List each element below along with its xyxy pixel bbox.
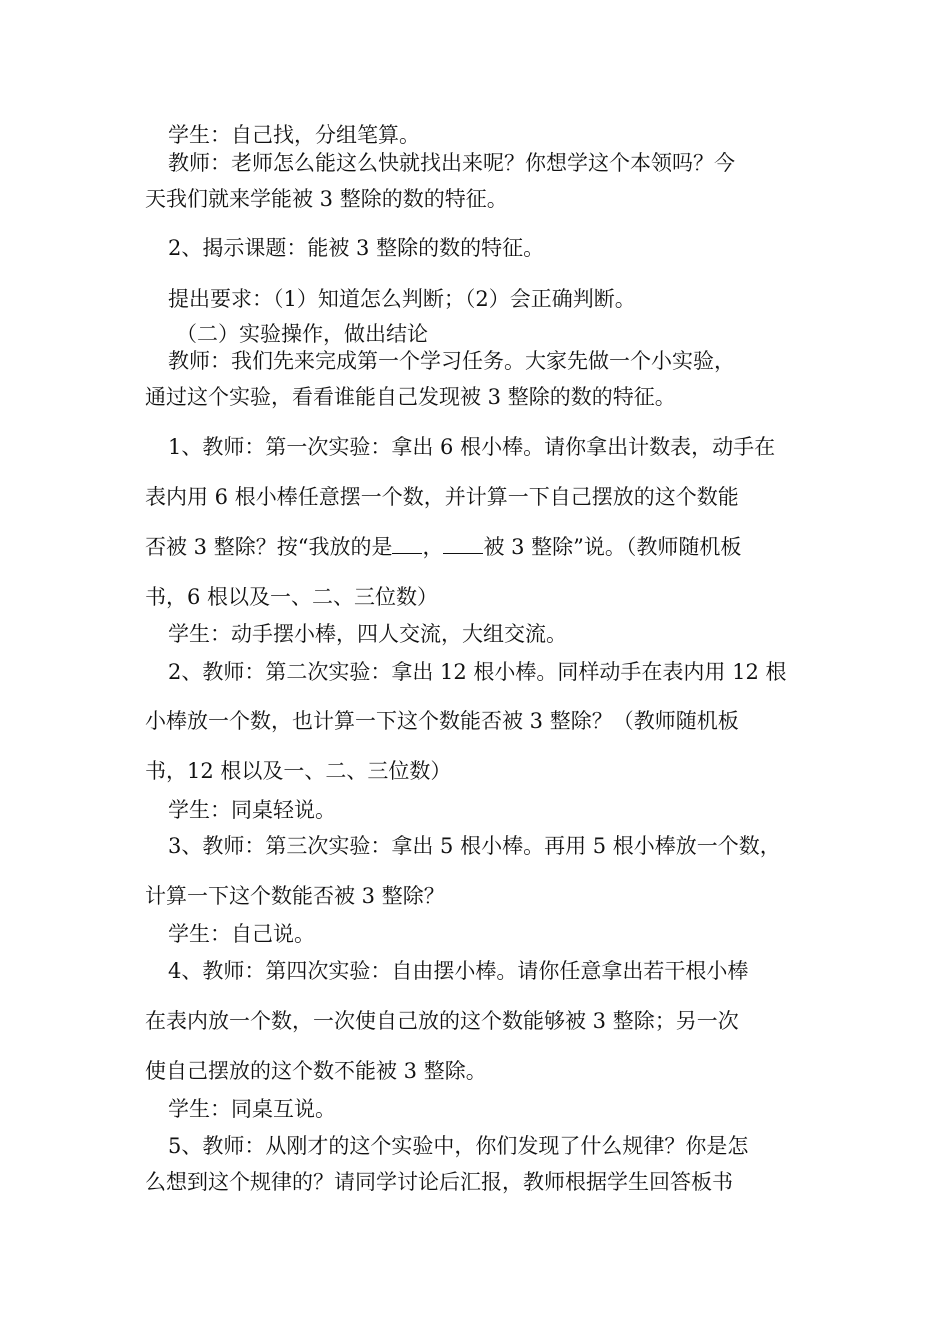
experiment-3-line-2: 计算一下这个数能否被 3 整除？ bbox=[145, 884, 445, 908]
student-line-2: 学生：动手摆小棒，四人交流，大组交流。 bbox=[168, 622, 567, 646]
student-line-4: 学生：自己说。 bbox=[168, 922, 315, 946]
experiment-1-line-3-start: 否被 3 整除？按“我放的是 bbox=[145, 535, 393, 559]
experiment-2-line-3: 书，12 根以及一、二、三位数） bbox=[145, 759, 452, 783]
teacher-line-2: 教师：我们先来完成第一个学习任务。大家先做一个小实验， bbox=[168, 349, 735, 373]
student-line-5: 学生：同桌互说。 bbox=[168, 1097, 336, 1121]
experiment-1-line-1: 1、教师：第一次实验：拿出 6 根小棒。请你拿出计数表，动手在 bbox=[168, 435, 776, 459]
fill-blank-1 bbox=[392, 533, 422, 554]
experiment-1-line-3 bbox=[145, 533, 810, 561]
question-line-2: 么想到这个规律的？请同学讨论后汇报，教师根据学生回答板书 bbox=[145, 1170, 733, 1194]
requirement-line: 提出要求：（1）知道怎么判断；（2）会正确判断。 bbox=[168, 287, 636, 311]
student-line-3: 学生：同桌轻说。 bbox=[168, 798, 336, 822]
experiment-1-line-3-comma: ， bbox=[422, 535, 444, 559]
teacher-line-1-cont: 天我们就来学能被 3 整除的数的特征。 bbox=[145, 187, 508, 211]
question-line-1: 5、教师：从刚才的这个实验中，你们发现了什么规律？你是怎 bbox=[168, 1134, 749, 1158]
topic-line: 2、揭示课题：能被 3 整除的数的特征。 bbox=[168, 236, 545, 260]
experiment-2-line-1: 2、教师：第二次实验：拿出 12 根小棒。同样动手在表内用 12 根 bbox=[168, 660, 787, 684]
experiment-4-line-3: 使自己摆放的这个数不能被 3 整除。 bbox=[145, 1059, 487, 1083]
experiment-1-line-2: 表内用 6 根小棒任意摆一个数，并计算一下自己摆放的这个数能 bbox=[145, 485, 739, 509]
teacher-line-2-cont: 通过这个实验，看看谁能自己发现被 3 整除的数的特征。 bbox=[145, 385, 676, 409]
experiment-1-line-3-end: 被 3 整除”说。（教师随机板 bbox=[483, 535, 742, 559]
experiment-3-line-1: 3、教师：第三次实验：拿出 5 根小棒。再用 5 根小棒放一个数， bbox=[168, 834, 781, 858]
section-heading: （二）实验操作，做出结论 bbox=[176, 322, 428, 346]
teacher-line-1: 教师：老师怎么能这么快就找出来呢？你想学这个本领吗？今 bbox=[168, 151, 735, 175]
experiment-2-line-2: 小棒放一个数，也计算一下这个数能否被 3 整除？（教师随机板 bbox=[145, 709, 739, 733]
fill-blank-2 bbox=[443, 533, 483, 554]
experiment-4-line-1: 4、教师：第四次实验：自由摆小棒。请你任意拿出若干根小棒 bbox=[168, 959, 749, 983]
student-line-1: 学生：自己找，分组笔算。 bbox=[168, 123, 420, 147]
experiment-4-line-2: 在表内放一个数，一次使自己放的这个数能够被 3 整除；另一次 bbox=[145, 1009, 739, 1033]
experiment-1-line-4: 书，6 根以及一、二、三位数） bbox=[145, 585, 439, 609]
